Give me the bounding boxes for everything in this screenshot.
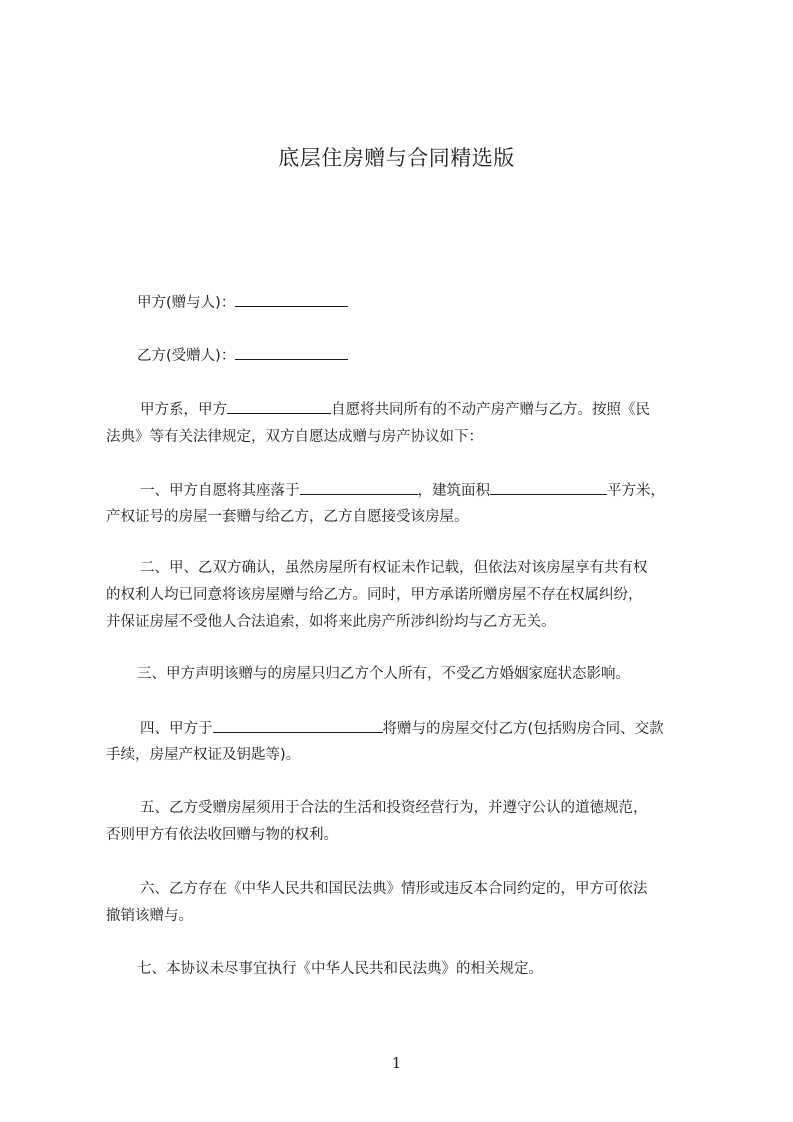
intro-line-2: 法典》等有关法律规定，双方自愿达成赠与房产协议如下： <box>106 429 483 445</box>
clause-6-line-2: 撤销该赠与。 <box>106 908 193 924</box>
clause-1-text-1c: 平方米， <box>607 483 665 499</box>
clause-4-line-2: 手续，房屋产权证及钥匙等)。 <box>106 747 301 763</box>
clause-4-text-1b: 将赠与的房屋交付乙方(包括购房合同、交款 <box>382 721 664 737</box>
clause-1-line-2: 产权证号的房屋一套赠与给乙方，乙方自愿接受该房屋。 <box>106 509 469 525</box>
page-number: 1 <box>391 1054 402 1072</box>
intro-text-1a: 甲方系，甲方 <box>140 402 227 418</box>
party-a-line <box>137 292 348 313</box>
document-title: 底层住房赠与合同精选版 <box>278 146 515 170</box>
intro-blank <box>227 399 331 414</box>
party-b-label: 乙方(受赠人)： <box>137 348 236 364</box>
intro-text-1b: 自愿将共同所有的不动产房产赠与乙方。按照《民 <box>331 402 650 418</box>
clause-5-line-2: 否则甲方有依法收回赠与物的权利。 <box>106 827 338 843</box>
party-a-blank <box>235 292 348 307</box>
clause-4-text-1a: 四、甲方于 <box>140 721 213 737</box>
clause-6-line-1: 六、乙方存在《中华人民共和国民法典》情形或违反本合同约定的，甲方可依法 <box>140 881 648 897</box>
clause-4-date-blank <box>213 718 383 733</box>
clause-1-text-1b: ，建筑面积 <box>417 483 490 499</box>
clause-1-area-blank <box>490 480 607 495</box>
clause-2-line-3: 并保证房屋不受他人合法追索，如将来此房产所涉纠纷均与乙方无关。 <box>106 614 556 630</box>
clause-7-line-1: 七、本协议未尽事宜执行《中华人民共和民法典》的相关规定。 <box>137 961 543 977</box>
clause-2-line-1: 二、甲、乙双方确认，虽然房屋所有权证未作记载，但依法对该房屋享有共有权 <box>140 560 648 576</box>
clause-1-text-1a: 一、甲方自愿将其座落于 <box>140 483 300 499</box>
clause-4-line-1 <box>140 718 664 739</box>
clause-2-line-2: 的权利人均已同意将该房屋赠与给乙方。同时，甲方承诺所赠房屋不存在权属纠纷， <box>106 587 643 603</box>
clause-5-line-1: 五、乙方受赠房屋须用于合法的生活和投资经营行为，并遵守公认的道德规范， <box>140 800 648 816</box>
party-a-label: 甲方(赠与人)： <box>137 295 236 311</box>
party-b-line <box>137 345 348 366</box>
party-b-blank <box>235 345 348 360</box>
clause-1-location-blank <box>300 480 418 495</box>
clause-1-line-1 <box>140 480 665 501</box>
clause-3-line-1: 三、甲方声明该赠与的房屋只归乙方个人所有，不受乙方婚姻家庭状态影响。 <box>137 666 630 682</box>
intro-line-1 <box>140 399 650 420</box>
